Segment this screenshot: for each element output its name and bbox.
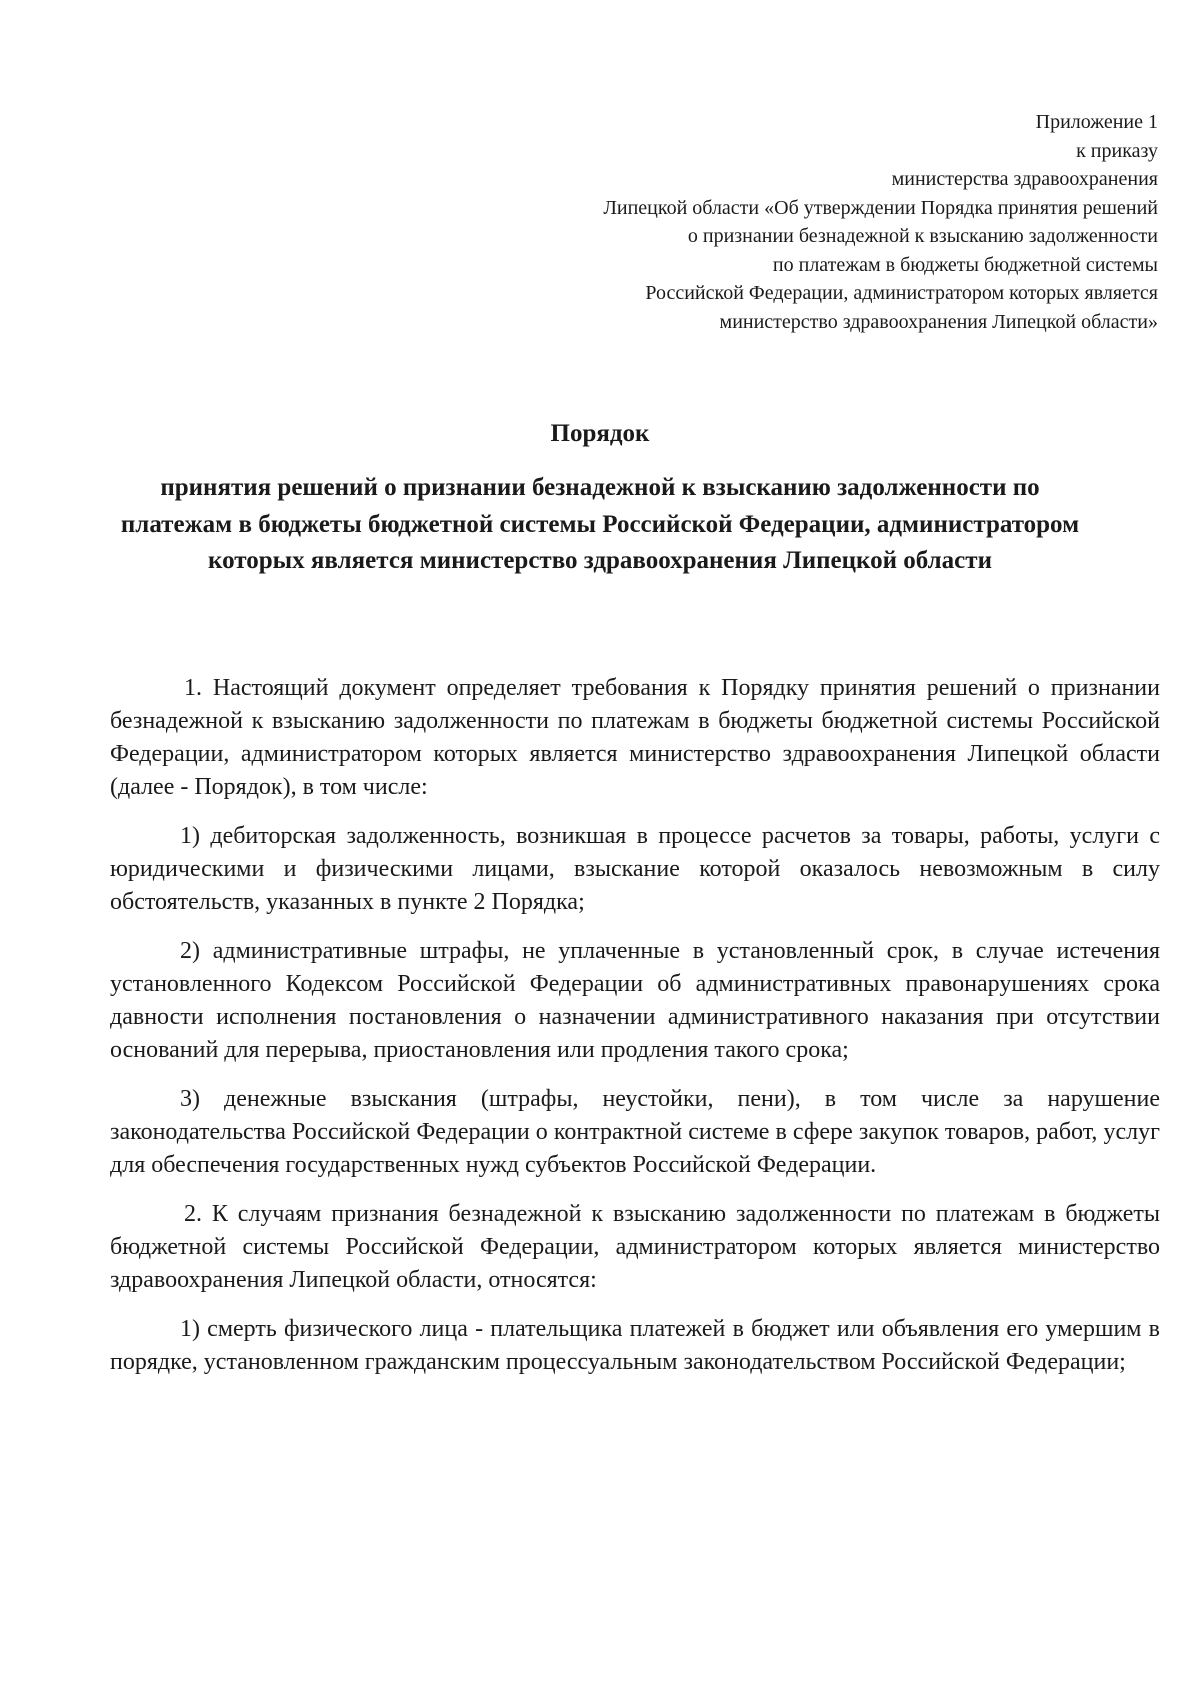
paragraph-1-item-2: 2) административные штрафы, не уплаченные в установленный срок, в случае истечения установленного Кодексом Российской Федерации об административных правонарушениях срока давности исполнения постановления о назначении административного наказания при отсутствии оснований для перерыва, приостановления или продления такого срока; (110, 938, 1160, 1063)
document-body (110, 672, 1160, 1395)
appendix-header-line: Липецкой области «Об утверждении Порядка принятия решений (603, 196, 1158, 219)
appendix-header-line: министерства здравоохранения (891, 168, 1158, 190)
document-title: Порядок (550, 420, 650, 447)
appendix-header-line: к приказу (1076, 139, 1158, 162)
appendix-header-line: Российской Федерации, администратором которых является (645, 282, 1158, 304)
appendix-header-line: по платежам в бюджеты бюджетной системы (772, 253, 1158, 276)
paragraph-1-item-3: 3) денежные взыскания (штрафы, неустойки, пени), в том числе за нарушение законодательства Российской Федерации о контрактной системе в сфере закупок товаров, работ, услуг для обеспечения государственных нужд субъектов Российской Федерации. (110, 1086, 1160, 1178)
paragraph-2-item-1: 1) смерть физического лица - плательщика платежей в бюджет или объявления его умершим в порядке, установленном гражданским процессуальным законодательством Российской Федерации; (110, 1316, 1160, 1375)
document-subtitle: принятия решений о признании безнадежной к взысканию задолженности по платежам в бюджеты бюджетной системы Российской Федерации, администратором которых является министерство здравоохранения Липецкой области (120, 474, 1080, 574)
paragraph-1: 1. Настоящий документ определяет требования к Порядку принятия решений о признании безнадежной к взысканию задолженности по платежам в бюджеты бюджетной системы Российской Федерации, администратором которых является министерство здравоохранения Липецкой области (далее - Порядок), в том числе: (110, 675, 1160, 800)
paragraph-2: 2. К случаям признания безнадежной к взысканию задолженности по платежам в бюджеты бюджетной системы Российской Федерации, администратором которых является министерство здравоохранения Липецкой области, относятся: (110, 1201, 1160, 1293)
appendix-header-line: министерство здравоохранения Липецкой области» (719, 310, 1158, 333)
appendix-header-line: Приложение 1 (1035, 111, 1158, 133)
appendix-header (458, 108, 1158, 336)
appendix-header-line: о признании безнадежной к взысканию задолженности (687, 225, 1158, 247)
paragraph-1-item-1: 1) дебиторская задолженность, возникшая в процессе расчетов за товары, работы, услуги с юридическими и физическими лицами, взыскание которой оказалось невозможным в силу обстоятельств, указанных в пункте 2 Порядка; (110, 823, 1160, 915)
